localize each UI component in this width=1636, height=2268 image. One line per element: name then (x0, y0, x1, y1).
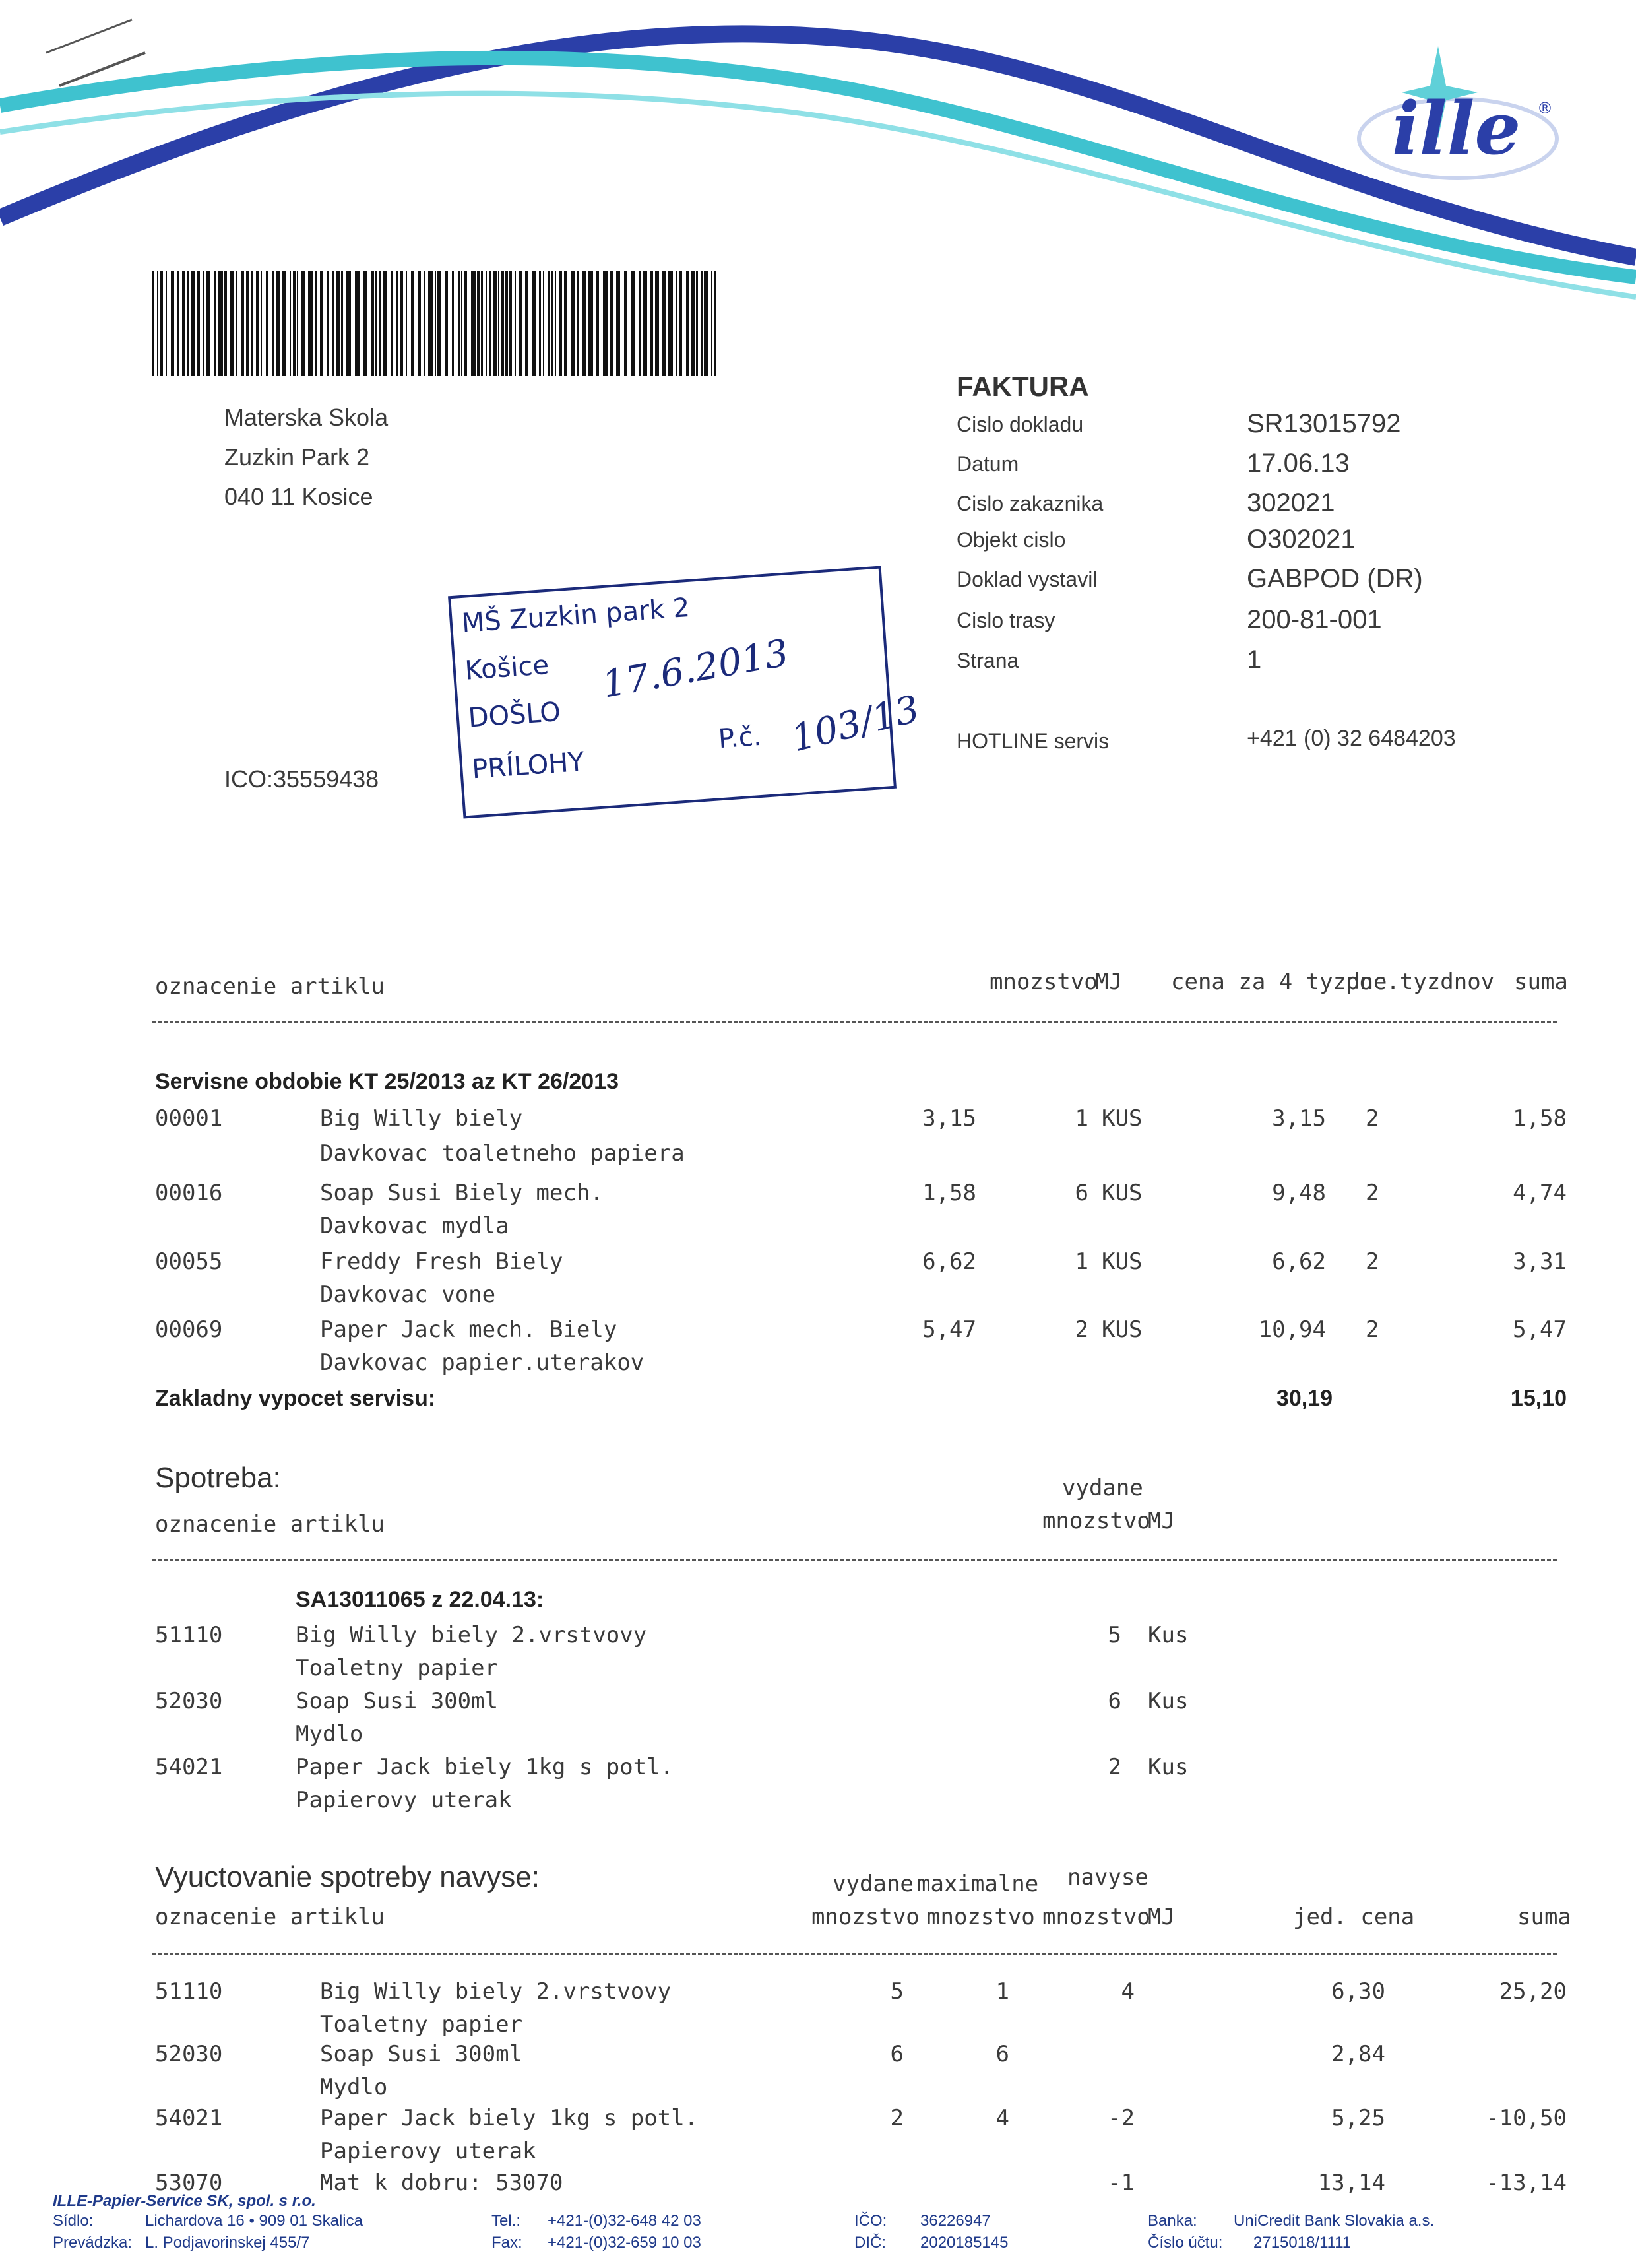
barcode-bar (282, 271, 286, 376)
separator-line (152, 1021, 1557, 1023)
unit-price: 2,84 (1331, 2041, 1385, 2067)
barcode-bar (501, 271, 504, 376)
barcode-bar (230, 271, 234, 376)
weeks: 2 (1366, 1180, 1379, 1206)
barcode-bar (272, 271, 274, 376)
barcode-bar (320, 271, 323, 376)
logo-registered: ® (1537, 99, 1553, 117)
barcode-bar (596, 271, 599, 376)
barcode-bar (375, 271, 377, 376)
unit-price: 6,62 (922, 1248, 976, 1275)
item-description: Mydlo (296, 1721, 363, 1747)
customer-ico: ICO:35559438 (224, 765, 379, 793)
extra-issued-header-2: mnozstvo (811, 1904, 920, 1930)
footer-fax: +421-(0)32-659 10 03 (548, 2234, 701, 2252)
barcode-bar (445, 271, 448, 376)
barcode-bar (582, 271, 586, 376)
max-quantity: 6 (995, 2041, 1009, 2067)
barcode-bar (241, 271, 244, 376)
item-code: 53070 (155, 2170, 223, 2196)
logo-text: ille (1392, 86, 1521, 171)
row-sum: 25,20 (1499, 1978, 1567, 2005)
barcode-bar (341, 271, 343, 376)
unit-price: 1,58 (922, 1180, 976, 1206)
barcode-bar (301, 271, 305, 376)
item-description: Toaletny papier (296, 1655, 499, 1681)
issued-quantity: 6 (890, 2041, 904, 2067)
barcode-bar (551, 271, 553, 376)
unit-price: 3,15 (922, 1105, 976, 1132)
hotline-label: HOTLINE servis (957, 729, 1110, 753)
barcode-bar (650, 271, 653, 376)
item-description: Davkovac vone (320, 1281, 496, 1308)
barcode-bar (424, 271, 425, 376)
barcode-bar (206, 271, 210, 376)
barcode-bar (191, 271, 195, 376)
barcode-bar (256, 271, 259, 376)
item-code: 51110 (155, 1622, 223, 1648)
quantity: 2 (1075, 1316, 1088, 1343)
barcode-bar (371, 271, 374, 376)
barcode-bar (679, 271, 682, 376)
row-sum: -13,14 (1486, 2170, 1567, 2196)
item-name: Paper Jack biely 1kg s potl. (296, 1754, 674, 1780)
barcode-bar (471, 271, 476, 376)
ille-logo (1339, 40, 1563, 185)
weeks: 2 (1366, 1248, 1379, 1275)
item-name: Big Willy biely (320, 1105, 523, 1132)
item-code: 52030 (155, 2041, 223, 2067)
barcode-bar (236, 271, 237, 376)
customer-street: Zuzkin Park 2 (224, 443, 370, 470)
label-page: Strana (957, 649, 1019, 672)
barcode-bar (515, 271, 516, 376)
item-description: Davkovac toaletneho papiera (320, 1140, 685, 1167)
barcode-bar (603, 271, 608, 376)
barcode-bar (610, 271, 613, 376)
item-code: 54021 (155, 1754, 223, 1780)
barcode-bar (315, 271, 317, 376)
value-date: 17.06.13 (1247, 449, 1350, 478)
price-4-weeks: 9,48 (1272, 1180, 1326, 1206)
barcode-bar (577, 271, 579, 376)
barcode-bar (505, 271, 508, 376)
price-4-weeks: 3,15 (1272, 1105, 1326, 1132)
extra-unit-header: jed. cena (1293, 1904, 1415, 1930)
barcode-bar (486, 271, 487, 376)
barcode-bar (251, 271, 253, 376)
barcode-bar (160, 271, 163, 376)
extra-max-header-2: mnozstvo (927, 1904, 1035, 1930)
separator-line (152, 1559, 1557, 1561)
item-name: Soap Susi Biely mech. (320, 1180, 604, 1206)
footer-dic-label: DIČ: (854, 2234, 886, 2252)
barcode-bar (246, 271, 249, 376)
quantity: 6 (1075, 1180, 1088, 1206)
issued-quantity: 2 (890, 2105, 904, 2131)
max-quantity: 1 (995, 1978, 1009, 2005)
stamp-received: DOŠLO (467, 696, 562, 734)
footer-branch: L. Podjavorinskej 455/7 (145, 2234, 310, 2252)
customer-name: Materska Skola (224, 404, 389, 431)
label-route-number: Cislo trasy (957, 608, 1055, 632)
barcode-bar (564, 271, 567, 376)
barcode-bar (655, 271, 659, 376)
item-name: Soap Susi 300ml (296, 1688, 499, 1714)
hotline-value: +421 (0) 32 6484203 (1247, 726, 1456, 751)
row-sum: 5,47 (1513, 1316, 1567, 1343)
barcode-bar (643, 271, 647, 376)
consumption-item-header: oznacenie artiklu (155, 1511, 385, 1538)
barcode-bar (290, 271, 291, 376)
max-quantity: 4 (995, 2105, 1009, 2131)
item-description: Davkovac mydla (320, 1213, 509, 1239)
barcode-bar (336, 271, 340, 376)
barcode-bar (686, 271, 689, 376)
quantity: 6 (1108, 1688, 1121, 1714)
unit-price: 13,14 (1317, 2170, 1385, 2196)
item-code: 52030 (155, 1688, 223, 1714)
col-item-header: oznacenie artiklu (155, 973, 385, 1000)
label-issued-by: Doklad vystavil (957, 567, 1098, 591)
extra-title: Vyuctovanie spotreby navyse: (155, 1861, 540, 1893)
extra-issued-header-1: vydane (833, 1871, 914, 1897)
unit: Kus (1148, 1622, 1189, 1648)
label-date: Datum (957, 452, 1019, 476)
barcode-bar (631, 271, 635, 376)
extra-extra-header-1: navyse (1067, 1864, 1148, 1891)
barcode-bar (411, 271, 414, 376)
footer-company: ILLE-Papier-Service SK, spol. s r.o. (53, 2192, 316, 2210)
barcode-bar (704, 271, 708, 376)
item-code: 00069 (155, 1316, 223, 1343)
extra-sum-header: suma (1517, 1904, 1571, 1930)
item-name: Paper Jack biely 1kg s potl. (320, 2105, 699, 2131)
barcode-bar (203, 271, 204, 376)
barcode (152, 271, 726, 376)
barcode-bar (571, 271, 575, 376)
barcode-bar (197, 271, 200, 376)
stamp-attachments: PRÍLOHY (470, 746, 586, 785)
service-period: Servisne obdobie KT 25/2013 az KT 26/2013 (155, 1069, 619, 1094)
barcode-bar (714, 271, 716, 376)
footer-tel: +421-(0)32-648 42 03 (548, 2212, 701, 2230)
footer-ico-label: IČO: (854, 2212, 887, 2230)
barcode-bar (616, 271, 620, 376)
item-description: Davkovac papier.uterakov (320, 1349, 645, 1376)
barcode-bar (327, 271, 329, 376)
footer-account: 2715018/1111 (1253, 2234, 1352, 2252)
unit: KUS (1102, 1180, 1143, 1206)
weeks: 2 (1366, 1316, 1379, 1343)
barcode-bar (379, 271, 381, 376)
col-mj-header: MJ (1095, 969, 1122, 995)
barcode-bar (383, 271, 387, 376)
barcode-bar (711, 271, 712, 376)
barcode-bar (166, 271, 167, 376)
barcode-bar (588, 271, 593, 376)
barcode-bar (218, 271, 223, 376)
stamp-pc: P.č. (717, 721, 763, 755)
extra-quantity: 4 (1121, 1978, 1135, 2005)
item-name: Soap Susi 300ml (320, 2041, 523, 2067)
barcode-bar (418, 271, 421, 376)
service-total-label: Zakladny vypocet servisu: (155, 1386, 436, 1411)
quantity: 2 (1108, 1754, 1121, 1780)
consumption-qty-header-2: mnozstvo (1042, 1508, 1150, 1534)
value-doc-number: SR13015792 (1247, 409, 1401, 438)
barcode-bar (559, 271, 562, 376)
barcode-bar (224, 271, 227, 376)
extra-quantity: -1 (1108, 2170, 1135, 2196)
item-name: Big Willy biely 2.vrstvovy (320, 1978, 672, 2005)
barcode-bar (355, 271, 360, 376)
value-route-number: 200-81-001 (1247, 605, 1382, 634)
consumption-title: Spotreba: (155, 1462, 281, 1494)
quantity: 1 (1075, 1248, 1088, 1275)
barcode-bar (691, 271, 695, 376)
col-price-header: cena za 4 tyzdne (1171, 969, 1387, 995)
barcode-bar (400, 271, 403, 376)
label-customer-number: Cislo zakaznika (957, 492, 1104, 515)
consumption-mj-header: MJ (1148, 1508, 1175, 1534)
unit-price: 6,30 (1331, 1978, 1385, 2005)
barcode-bar (177, 271, 179, 376)
price-4-weeks: 6,62 (1272, 1248, 1326, 1275)
extra-extra-header-2: mnozstvo (1042, 1904, 1150, 1930)
consumption-reference: SA13011065 z 22.04.13: (296, 1587, 544, 1612)
barcode-bar (519, 271, 522, 376)
barcode-bar (266, 271, 268, 376)
invoice-title: FAKTURA (957, 371, 1089, 402)
barcode-bar (346, 271, 351, 376)
consumption-qty-header-1: vydane (1062, 1475, 1143, 1501)
barcode-bar (489, 271, 491, 376)
footer-bank-label: Banka: (1148, 2212, 1197, 2230)
barcode-bar (261, 271, 262, 376)
stamp-handwritten-number: 103/13 (787, 687, 924, 761)
barcode-bar (548, 271, 550, 376)
barcode-bar (297, 271, 298, 376)
value-object-number: O302021 (1247, 525, 1356, 554)
barcode-bar (396, 271, 398, 376)
service-total-sum: 15,10 (1510, 1386, 1567, 1411)
unit-price: 5,25 (1331, 2105, 1385, 2131)
footer-bank: UniCredit Bank Slovakia a.s. (1234, 2212, 1435, 2230)
item-code: 00055 (155, 1248, 223, 1275)
item-code: 51110 (155, 1978, 223, 2005)
unit-price: 5,47 (922, 1316, 976, 1343)
unit: KUS (1102, 1105, 1143, 1132)
footer-seat: Lichardova 16 • 909 01 Skalica (145, 2212, 363, 2230)
received-stamp (448, 566, 924, 818)
footer-seat-label: Sídlo: (53, 2212, 94, 2230)
item-name: Paper Jack mech. Biely (320, 1316, 617, 1343)
item-name: Freddy Fresh Biely (320, 1248, 563, 1275)
row-sum: 1,58 (1513, 1105, 1567, 1132)
barcode-bar (701, 271, 703, 376)
extra-max-header-1: maximalne (917, 1871, 1039, 1897)
value-issued-by: GABPOD (DR) (1247, 564, 1423, 593)
footer-branch-label: Prevádzka: (53, 2234, 133, 2252)
barcode-bar (182, 271, 185, 376)
barcode-bar (624, 271, 627, 376)
barcode-bar (493, 271, 497, 376)
stamp-city: Košice (464, 650, 550, 686)
price-4-weeks: 10,94 (1258, 1316, 1326, 1343)
barcode-bar (452, 271, 454, 376)
barcode-bar (481, 271, 483, 376)
footer-ico: 36226947 (920, 2212, 991, 2230)
barcode-bar (406, 271, 407, 376)
quantity: 5 (1108, 1622, 1121, 1648)
unit: KUS (1102, 1316, 1143, 1343)
barcode-bar (464, 271, 467, 376)
barcode-bar (696, 271, 698, 376)
service-total-price: 30,19 (1276, 1386, 1333, 1411)
value-customer-number: 302021 (1247, 488, 1335, 517)
barcode-bar (525, 271, 528, 376)
barcode-bar (157, 271, 158, 376)
row-sum: -10,50 (1486, 2105, 1567, 2131)
barcode-bar (555, 271, 556, 376)
col-sum-header: suma (1514, 969, 1568, 995)
extra-quantity: -2 (1108, 2105, 1135, 2131)
barcode-bar (668, 271, 673, 376)
barcode-bar (461, 271, 462, 376)
barcode-bar (639, 271, 641, 376)
item-code: 54021 (155, 2105, 223, 2131)
col-weeks-header: poc.tyzdnov (1346, 969, 1495, 995)
item-name: Big Willy biely 2.vrstvovy (296, 1622, 647, 1648)
barcode-bar (363, 271, 367, 376)
item-description: Mydlo (320, 2074, 388, 2100)
footer-fax-label: Fax: (491, 2234, 522, 2252)
footer-tel-label: Tel.: (491, 2212, 521, 2230)
barcode-bar (539, 271, 541, 376)
barcode-bar (458, 271, 460, 376)
barcode-bar (437, 271, 441, 376)
row-sum: 3,31 (1513, 1248, 1567, 1275)
barcode-bar (293, 271, 296, 376)
barcode-bar (171, 271, 174, 376)
item-name: Mat k dobru: 53070 (320, 2170, 563, 2196)
barcode-bar (214, 271, 216, 376)
customer-city: 040 11 Kosice (224, 483, 373, 510)
extra-mj-header: MJ (1148, 1904, 1175, 1930)
barcode-bar (498, 271, 499, 376)
barcode-bar (332, 271, 334, 376)
item-description: Toaletny papier (320, 2011, 523, 2038)
issued-quantity: 5 (890, 1978, 904, 2005)
label-object-number: Objekt cislo (957, 528, 1066, 552)
barcode-bar (308, 271, 313, 376)
stamp-handwritten-date: 17.6.2013 (599, 632, 792, 707)
barcode-bar (435, 271, 436, 376)
col-qty-header: mnozstvo (990, 969, 1098, 995)
value-page: 1 (1247, 645, 1262, 674)
extra-item-header: oznacenie artiklu (155, 1904, 385, 1930)
unit: Kus (1148, 1688, 1189, 1714)
barcode-bar (543, 271, 544, 376)
barcode-bar (676, 271, 677, 376)
barcode-bar (509, 271, 512, 376)
item-code: 00016 (155, 1180, 223, 1206)
footer-dic: 2020185145 (920, 2234, 1009, 2252)
barcode-bar (532, 271, 536, 376)
row-sum: 4,74 (1513, 1180, 1567, 1206)
unit: Kus (1148, 1754, 1189, 1780)
weeks: 2 (1366, 1105, 1379, 1132)
quantity: 1 (1075, 1105, 1088, 1132)
barcode-bar (477, 271, 480, 376)
item-description: Papierovy uterak (320, 2138, 536, 2164)
barcode-bar (276, 271, 280, 376)
barcode-bar (187, 271, 189, 376)
barcode-bar (391, 271, 393, 376)
stamp-school: MŠ Zuzkin park 2 (460, 592, 691, 639)
footer-account-label: Číslo účtu: (1148, 2234, 1223, 2252)
unit: KUS (1102, 1248, 1143, 1275)
barcode-bar (428, 271, 433, 376)
separator-line (152, 1953, 1557, 1955)
label-doc-number: Cislo dokladu (957, 412, 1084, 436)
item-code: 00001 (155, 1105, 223, 1132)
barcode-bar (152, 271, 154, 376)
barcode-bar (662, 271, 666, 376)
item-description: Papierovy uterak (296, 1787, 512, 1813)
